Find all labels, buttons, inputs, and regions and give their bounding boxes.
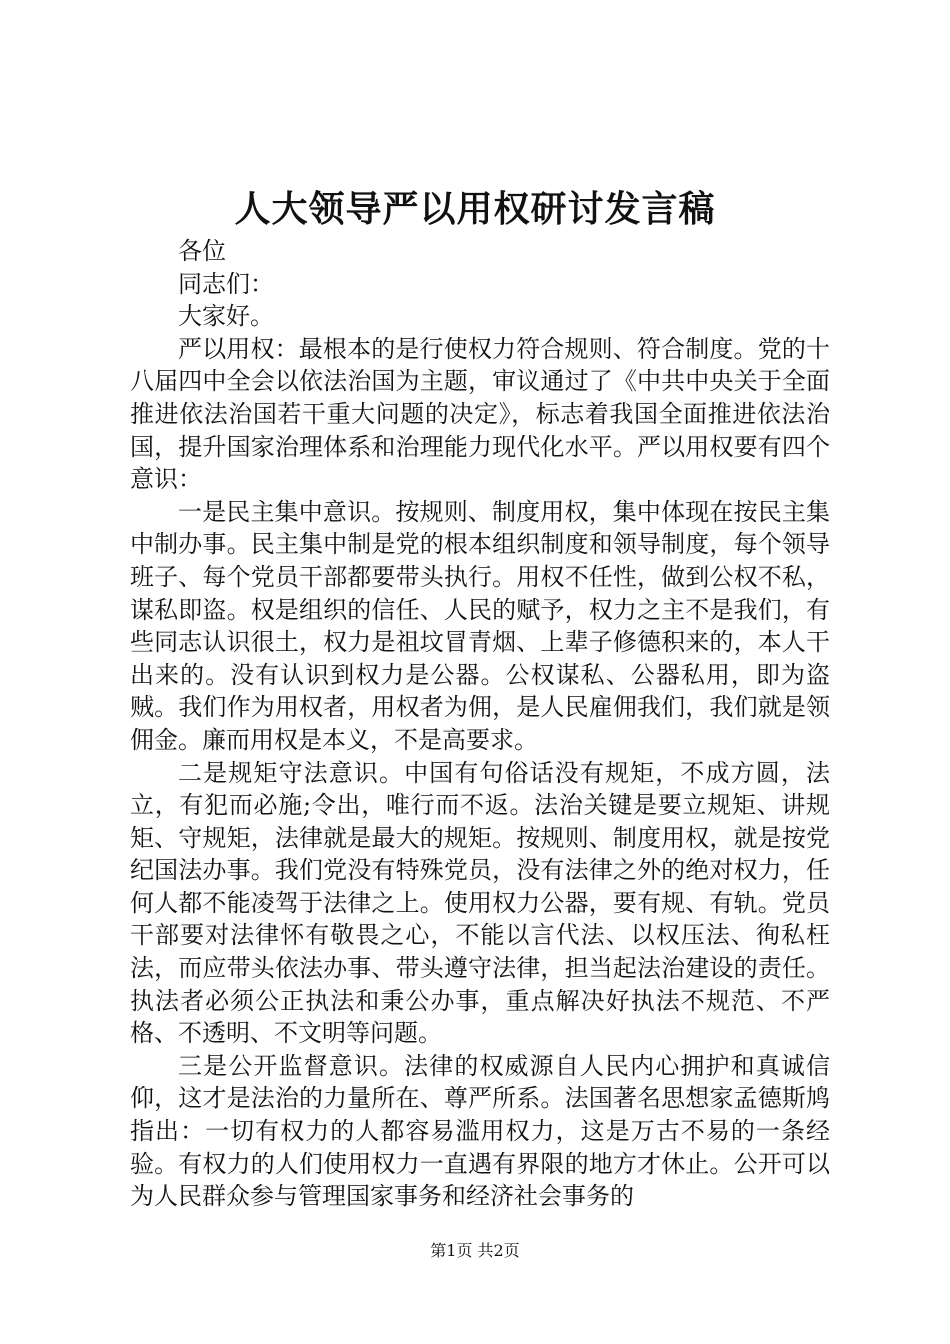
paragraph-point-1: 一是民主集中意识。按规则、制度用权，集中体现在按民主集中制办事。民主集中制是党的根本组织制度和领导制度，每个领导班子、每个党员干部都要带头执行。用权不任性，做到公权不私，谋私即盗。权是组织的信任、人民的赋予，权力之主不是我们，有些同志认识很土，权力是祖坟冒青烟、上辈子修德积来的，本人干出来的。没有认识到权力是公器。公权谋私、公器私用，即为盗贼。我们作为用权者，用权者为佣，是人民雇佣我们，我们就是领佣金。廉而用权是本义，不是高要求。 xyxy=(130,497,830,754)
paragraph-greeting: 大家好。 xyxy=(178,302,274,331)
paragraph-salutation-1: 各位 xyxy=(178,237,226,265)
document-body xyxy=(130,235,830,1213)
paragraph-point-3: 三是公开监督意识。法律的权威源自人民内心拥护和真诚信仰，这才是法治的力量所在、尊严所系。法国著名思想家孟德斯鸠指出：一切有权力的人都容易滥用权力，这是万古不易的一条经验。有权力的人们使用权力一直遇有界限的地方才休止。公开可以为人民群众参与管理国家事务和经济社会事务的 xyxy=(130,1051,830,1211)
paragraph-salutation-2: 同志们： xyxy=(178,269,274,298)
page-number-footer: 第1页 共2页 xyxy=(430,1241,520,1260)
paragraph-intro: 严以用权：最根本的是行使权力符合规则、符合制度。党的十八届四中全会以依法治国为主题，审议通过了《中共中央关于全面推进依法治国若干重大问题的决定》，标志着我国全面推进依法治国，提升国家治理体系和治理能力现代化水平。严以用权要有四个意识： xyxy=(130,334,830,494)
document-title: 人大领导严以用权研讨发言稿 xyxy=(234,188,716,230)
paragraph-point-2: 二是规矩守法意识。中国有句俗话没有规矩，不成方圆，法立，有犯而必施;令出，唯行而不返。法治关键是要立规矩、讲规矩、守规矩，法律就是最大的规矩。按规则、制度用权，就是按党纪国法办事。我们党没有特殊党员，没有法律之外的绝对权力，任何人都不能凌驾于法律之上。使用权力公器，要有规、有轨。党员干部要对法律怀有敬畏之心，不能以言代法、以权压法、徇私枉法，而应带头依法办事、带头遵守法律，担当起法治建设的责任。执法者必须公正执法和秉公办事，重点解决好执法不规范、不严格、不透明、不文明等问题。 xyxy=(130,758,830,1048)
